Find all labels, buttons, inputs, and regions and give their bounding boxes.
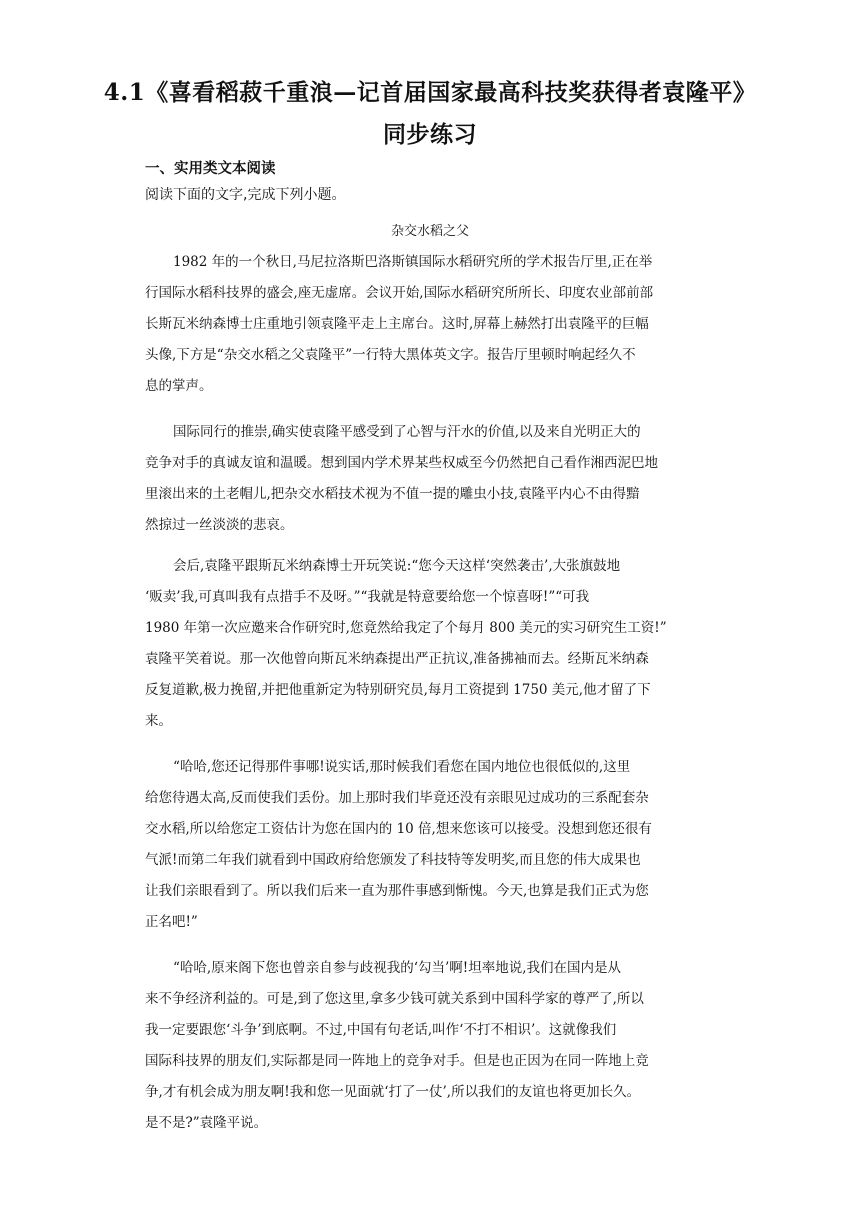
paragraph-line: 1980 年第一次应邀来合作研究时,您竟然给我定了个每月 800 美元的实习研究生工资!”	[145, 620, 667, 636]
paragraph-line: 会后,袁隆平跟斯瓦米纳森博士开玩笑说:“您今天这样‘突然袭击’,大张旗鼓地	[173, 558, 621, 574]
article-paragraph	[145, 752, 715, 938]
paragraph-line: 给您待遇太高,反而使我们丢份。加上那时我们毕竟还没有亲眼见过成功的三系配套杂	[145, 790, 649, 806]
paragraph-line: 袁隆平笑着说。那一次他曾向斯瓦米纳森提出严正抗议,准备拂袖而去。经斯瓦米纳森	[145, 651, 649, 667]
paragraph-line: 里滚出来的土老帽儿,把杂交水稻技术视为不值一提的雕虫小技,袁隆平内心不由得黯	[145, 486, 640, 502]
article-paragraph	[145, 417, 715, 541]
article-paragraph	[145, 551, 715, 737]
paragraph-line: 行国际水稻科技界的盛会,座无虚席。会议开始,国际水稻研究所所长、印度农业部前部	[145, 285, 654, 301]
paragraph-line: 我一定要跟您‘斗争’到底啊。不过,中国有句老话,叫作‘不打不相识’。这就像我们	[145, 1022, 617, 1038]
paragraph-line: 来不争经济利益的。可是,到了您这里,拿多少钱可就关系到中国科学家的尊严了,所以	[145, 991, 644, 1007]
paragraph-line: 反复道歉,极力挽留,并把他重新定为特别研究员,每月工资提到 1750 美元,他才留了下	[145, 682, 651, 698]
paragraph-line: “哈哈,原来阁下您也曾亲自参与歧视我的‘勾当’啊!坦率地说,我们在国内是从	[173, 960, 621, 976]
article-paragraph	[145, 953, 715, 1139]
paragraph-line: 交水稻,所以给您定工资估计为您在国内的 10 倍,想来您该可以接受。没想到您还很有	[145, 821, 652, 837]
paragraph-line: 来。	[145, 713, 172, 729]
document-subtitle: 同步练习	[383, 121, 477, 148]
paragraph-line: 竞争对手的真诚友谊和温暖。想到国内学术界某些权威至今仍然把自己看作湘西泥巴地	[145, 455, 658, 471]
paragraph-line: 息的掌声。	[145, 378, 213, 394]
paragraph-line: 是不是?”袁隆平说。	[145, 1115, 268, 1131]
reading-instruction: 阅读下面的文字,完成下列小题。	[145, 187, 346, 203]
document-title: 4.1《喜看稻菽千重浪—记首届国家最高科技奖获得者袁隆平》	[103, 79, 757, 106]
paragraph-line: 国际同行的推崇,确实使袁隆平感受到了心智与汗水的价值,以及来自光明正大的	[173, 424, 641, 440]
paragraph-line: 头像,下方是“杂交水稻之父袁隆平”一行特大黑体英文字。报告厅里顿时响起经久不	[145, 347, 636, 363]
section-heading: 一、实用类文本阅读	[145, 161, 276, 177]
paragraph-line: 国际科技界的朋友们,实际都是同一阵地上的竞争对手。但是也正因为在同一阵地上竞	[145, 1053, 649, 1069]
paragraph-line: 让我们亲眼看到了。所以我们后来一直为那件事感到惭愧。今天,也算是我们正式为您	[145, 883, 649, 899]
paragraph-line: 然掠过一丝淡淡的悲哀。	[145, 517, 294, 533]
paragraph-line: 1982 年的一个秋日,马尼拉洛斯巴洛斯镇国际水稻研究所的学术报告厅里,正在举	[173, 254, 653, 270]
article-title: 杂交水稻之父	[390, 224, 469, 239]
paragraph-line: ‘贩卖’我,可真叫我有点措手不及呀。”“我就是特意要给您一个惊喜呀!”“可我	[145, 589, 590, 605]
paragraph-line: 气派!而第二年我们就看到中国政府给您颁发了科技特等发明奖,而且您的伟大成果也	[145, 852, 641, 868]
paragraph-line: 长斯瓦米纳森博士庄重地引领袁隆平走上主席台。这时,屏幕上赫然打出袁隆平的巨幅	[145, 316, 649, 332]
paragraph-line: 争,才有机会成为朋友啊!我和您一见面就‘打了一仗’,所以我们的友谊也将更加长久。	[145, 1084, 641, 1100]
paragraph-line: “哈哈,您还记得那件事哪!说实话,那时候我们看您在国内地位也很低似的,这里	[173, 759, 631, 775]
article-paragraph	[145, 247, 715, 402]
paragraph-line: 正名吧!”	[145, 914, 198, 930]
